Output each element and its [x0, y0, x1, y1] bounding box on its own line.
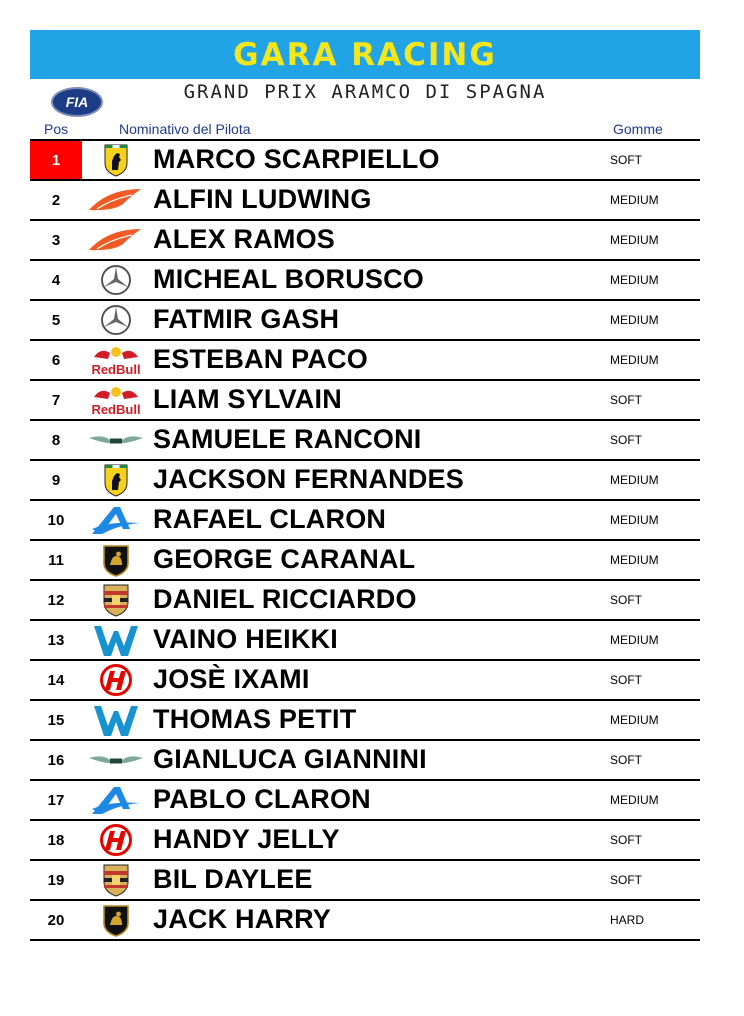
results-row	[30, 861, 700, 901]
driver-name: ALEX RAMOS	[153, 224, 336, 254]
position-cell: 13	[47, 631, 65, 649]
column-header-tyres: Gomme	[613, 121, 663, 137]
redbull-icon	[88, 343, 144, 377]
title-banner	[30, 30, 700, 79]
alpine-icon	[88, 503, 144, 537]
position-cell: 5	[51, 311, 61, 329]
position-cell: 17	[47, 791, 65, 809]
results-row	[30, 901, 700, 941]
page-title: GARA RACING	[233, 36, 497, 73]
driver-name: THOMAS PETIT	[153, 704, 357, 734]
driver-name: MICHEAL BORUSCO	[153, 264, 425, 294]
results-row	[30, 501, 700, 541]
position-cell: 20	[47, 911, 65, 929]
tyre-compound: SOFT	[610, 673, 642, 687]
driver-name: JACK HARRY	[153, 904, 332, 934]
results-row	[30, 181, 700, 221]
porsche-icon	[88, 863, 144, 897]
driver-name: JACKSON FERNANDES	[153, 464, 464, 494]
position-cell: 7	[51, 391, 61, 409]
results-row	[30, 261, 700, 301]
column-header-position: Pos	[44, 121, 69, 137]
mclaren-icon	[88, 183, 144, 217]
haas-icon	[88, 663, 144, 697]
driver-name: ESTEBAN PACO	[153, 344, 368, 374]
results-row	[30, 461, 700, 501]
tyre-compound: SOFT	[610, 833, 642, 847]
driver-name: VAINO HEIKKI	[153, 624, 338, 654]
redbull-icon	[88, 383, 144, 417]
position-cell: 14	[47, 671, 65, 689]
williams-icon	[88, 623, 144, 657]
driver-name: PABLO CLARON	[153, 784, 371, 814]
results-row	[30, 141, 700, 181]
driver-name: RAFAEL CLARON	[153, 504, 387, 534]
position-cell: 19	[47, 871, 65, 889]
results-row	[30, 541, 700, 581]
driver-name: FATMIR GASH	[153, 304, 340, 334]
results-sheet	[30, 30, 700, 941]
column-headers	[30, 116, 700, 139]
column-header-driver: Nominativo del Pilota	[119, 121, 251, 137]
tyre-compound: MEDIUM	[610, 553, 659, 567]
lamborghini-icon	[88, 543, 144, 577]
position-cell: 11	[48, 551, 64, 569]
results-row	[30, 661, 700, 701]
results-row	[30, 381, 700, 421]
tyre-compound: MEDIUM	[610, 633, 659, 647]
position-cell: 4	[51, 271, 61, 289]
tyre-compound: SOFT	[610, 433, 642, 447]
driver-name: MARCO SCARPIELLO	[153, 144, 440, 174]
tyre-compound: MEDIUM	[610, 793, 659, 807]
position-cell: 6	[51, 351, 61, 369]
williams-icon	[88, 703, 144, 737]
position-cell: 12	[47, 591, 65, 609]
tyre-compound: SOFT	[610, 153, 642, 167]
tyre-compound: MEDIUM	[610, 513, 659, 527]
tyre-compound: SOFT	[610, 873, 642, 887]
position-cell: 10	[47, 511, 65, 529]
ferrari-icon	[88, 463, 144, 497]
driver-name: JOSÈ IXAMI	[153, 664, 310, 694]
svg-text:RedBull: RedBull	[91, 402, 141, 417]
position-cell: 18	[47, 831, 65, 849]
driver-name: GIANLUCA GIANNINI	[153, 744, 427, 774]
alpine-icon	[88, 783, 144, 817]
results-row	[30, 581, 700, 621]
tyre-compound: MEDIUM	[610, 713, 659, 727]
mercedes-icon	[88, 263, 144, 297]
mclaren-icon	[88, 223, 144, 257]
tyre-compound: SOFT	[610, 593, 642, 607]
driver-name: DANIEL RICCIARDO	[153, 584, 417, 614]
event-subtitle: GRAND PRIX ARAMCO DI SPAGNA	[183, 81, 547, 103]
position-cell: 9	[51, 471, 61, 489]
tyre-compound: HARD	[610, 913, 645, 927]
tyre-compound: MEDIUM	[610, 233, 659, 247]
driver-name: SAMUELE RANCONI	[153, 424, 422, 454]
tyre-compound: MEDIUM	[610, 193, 659, 207]
position-cell: 2	[51, 191, 61, 209]
tyre-compound: MEDIUM	[610, 273, 659, 287]
aston-martin-icon	[88, 423, 144, 457]
results-table	[30, 139, 700, 941]
fia-logo-text: FIA	[65, 94, 89, 110]
aston-martin-icon	[88, 743, 144, 777]
results-row	[30, 621, 700, 661]
results-row	[30, 821, 700, 861]
results-row	[30, 221, 700, 261]
lamborghini-icon	[88, 903, 144, 937]
porsche-icon	[88, 583, 144, 617]
position-cell: 16	[47, 751, 65, 769]
haas-icon	[88, 823, 144, 857]
driver-name: GEORGE CARANAL	[153, 544, 416, 574]
tyre-compound: MEDIUM	[610, 353, 659, 367]
driver-name: HANDY JELLY	[153, 824, 340, 854]
results-row	[30, 701, 700, 741]
svg-text:RedBull: RedBull	[91, 362, 141, 377]
position-cell: 8	[51, 431, 61, 449]
results-row	[30, 741, 700, 781]
results-row	[30, 421, 700, 461]
tyre-compound: SOFT	[610, 393, 642, 407]
position-cell: 15	[47, 711, 65, 729]
results-row	[30, 781, 700, 821]
position-cell: 3	[51, 231, 61, 249]
results-row	[30, 301, 700, 341]
tyre-compound: MEDIUM	[610, 313, 659, 327]
driver-name: BIL DAYLEE	[153, 864, 313, 894]
tyre-compound: MEDIUM	[610, 473, 659, 487]
results-row	[30, 341, 700, 381]
driver-name: LIAM SYLVAIN	[153, 384, 342, 414]
position-cell: 1	[30, 141, 82, 179]
driver-name: ALFIN LUDWING	[153, 184, 372, 214]
tyre-compound: SOFT	[610, 753, 642, 767]
ferrari-icon	[88, 143, 144, 177]
subheader	[30, 79, 700, 116]
mercedes-icon	[88, 303, 144, 337]
